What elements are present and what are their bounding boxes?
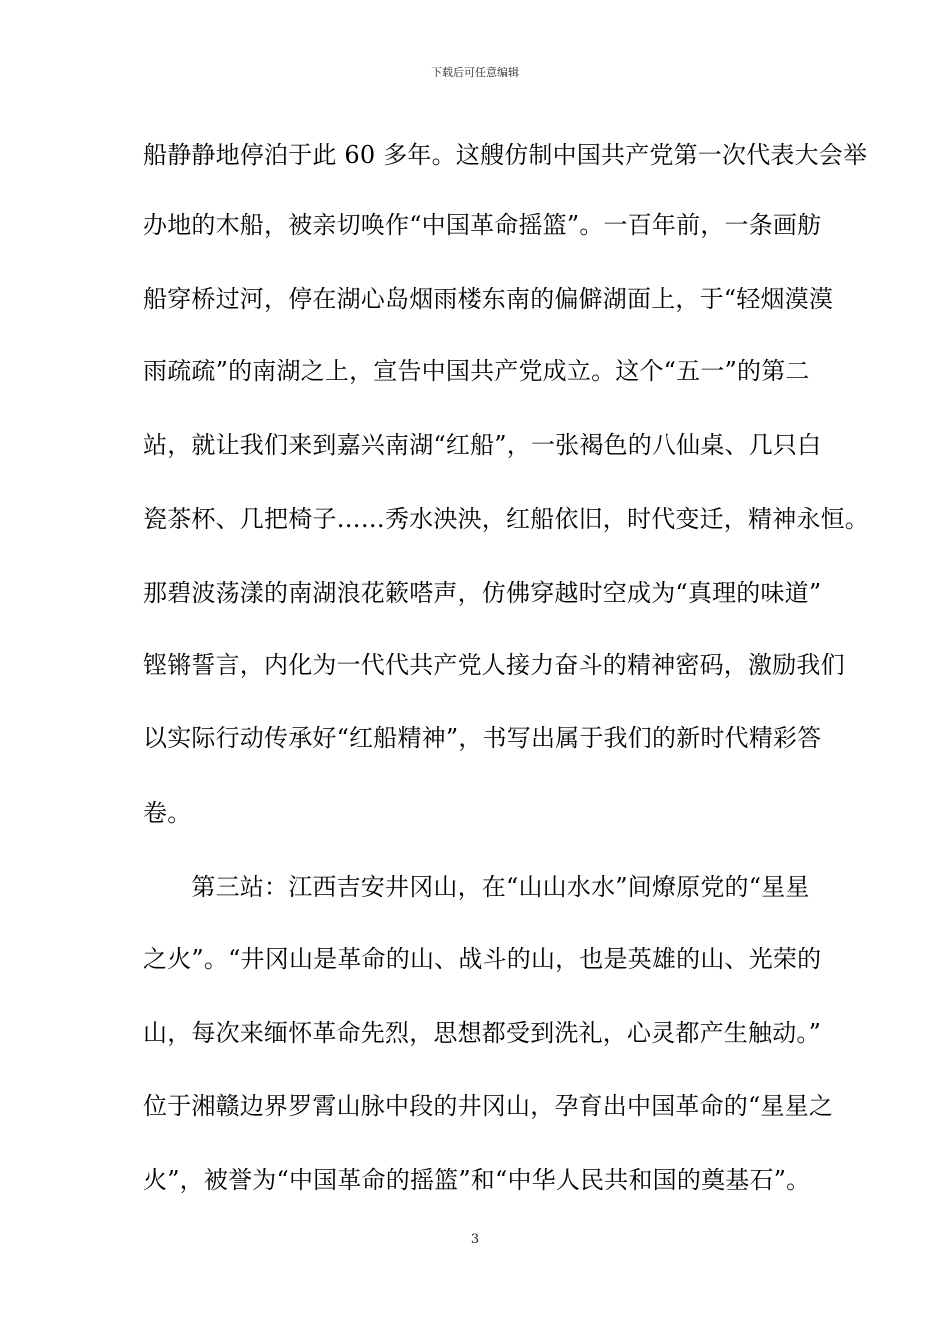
- text-line: 船穿桥过河，停在湖心岛烟雨楼东南的偏僻湖面上，于“轻烟漠漠: [143, 285, 834, 313]
- text-line: 之火”。“井冈山是革命的山、战斗的山，也是英雄的山、光荣的: [143, 945, 822, 973]
- page-header: 下载后可任意编辑: [431, 66, 519, 79]
- text-line: 办地的木船，被亲切唤作“中国革命摇篮”。一百年前，一条画舫: [143, 211, 822, 239]
- text-line: 位于湘赣边界罗霄山脉中段的井冈山，孕育出中国革命的“星星之: [143, 1092, 834, 1120]
- text-line: 铿锵誓言，内化为一代代共产党人接力奋斗的精神密码，激励我们: [143, 651, 845, 679]
- text-line: 卷。: [143, 799, 192, 827]
- text-line: 船静静地停泊于此 60 多年。这艘仿制中国共产党第一次代表大会举: [143, 141, 868, 169]
- paragraph-start-line: 第三站：江西吉安井冈山，在“山山水水”间燎原党的“星星: [143, 873, 810, 901]
- text-line: 站，就让我们来到嘉兴南湖“红船”，一张褐色的八仙桌、几只白: [143, 431, 822, 459]
- text-line: 瓷茶杯、几把椅子……秀水泱泱，红船依旧，时代变迁，精神永恒。: [143, 505, 869, 533]
- text-line: 那碧波荡漾的南湖浪花簌嗒声，仿佛穿越时空成为“真理的味道”: [143, 579, 822, 607]
- text-line: 雨疏疏”的南湖之上，宣告中国共产党成立。这个“五一”的第二: [143, 357, 810, 385]
- text-line: 山，每次来缅怀革命先烈，思想都受到洗礼，心灵都产生触动。”: [143, 1019, 822, 1047]
- text-line: 以实际行动传承好“红船精神”，书写出属于我们的新时代精彩答: [143, 724, 822, 752]
- page-number: 3: [470, 1232, 480, 1247]
- text-line: 火”，被誉为“中国革命的摇篮”和“中华人民共和国的奠基石”。: [143, 1166, 811, 1194]
